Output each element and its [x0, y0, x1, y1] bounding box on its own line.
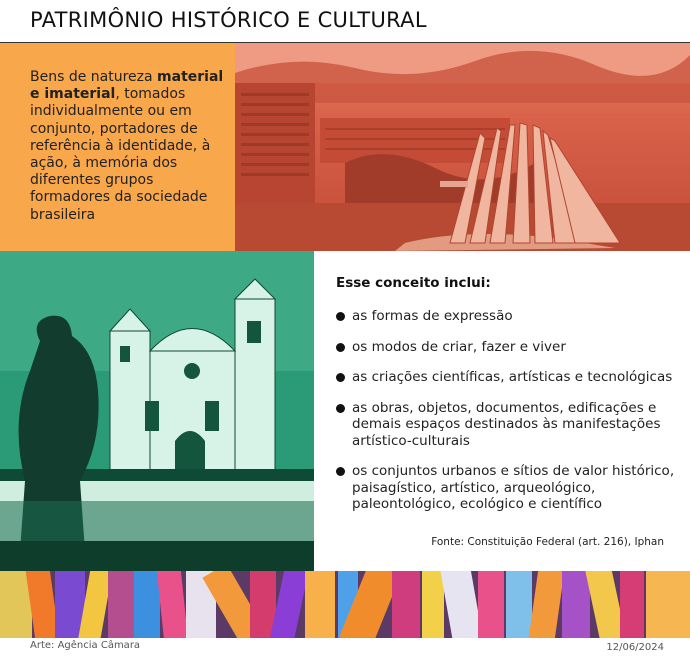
baroque-church-photo	[0, 251, 314, 571]
intro-text-end: , tomados individualmente ou em conjunto, portadores de referência à identidade, à ação, à memória dos diferentes grupos formadores da sociedade brasileira	[30, 86, 211, 223]
list-item-text: os conjuntos urbanos e sítios de valor histórico, paisagístico, artístico, arqueológico, paleontológico, ecológico e científico	[352, 463, 675, 512]
intro-text-start: Bens de natureza	[30, 69, 158, 85]
church-image	[0, 251, 314, 571]
list-item	[336, 369, 681, 386]
source-note: Fonte: Constituição Federal (art. 216), Iphan	[431, 536, 664, 548]
credit-text: Arte: Agência Câmara	[30, 640, 141, 651]
intro-box	[0, 43, 235, 251]
list-item	[336, 463, 681, 513]
list-item-text: os modos de criar, fazer e viver	[352, 338, 566, 355]
list-item-text: as criações científicas, artísticas e tecnológicas	[352, 369, 673, 385]
list-item-text: as obras, objetos, documentos, edificações e demais espaços destinados às manifestações artístico-culturais	[352, 399, 661, 449]
bullet-icon	[336, 373, 345, 382]
concept-panel	[314, 251, 690, 571]
list-item	[336, 308, 681, 325]
list-item	[336, 400, 681, 450]
bullet-icon	[336, 343, 345, 352]
list-item	[336, 339, 681, 356]
page-title: PATRIMÔNIO HISTÓRICO E CULTURAL	[30, 8, 427, 32]
intro-text-bold: material e imaterial	[30, 69, 224, 103]
ribbons-photo	[0, 571, 690, 638]
cathedral-image	[235, 43, 690, 251]
ribbons-image	[0, 571, 690, 638]
concept-heading: Esse conceito inclui:	[336, 275, 491, 291]
list-item-text: as formas de expressão	[352, 308, 513, 324]
bullet-icon	[336, 404, 345, 413]
brasilia-cathedral-photo	[235, 43, 690, 251]
bullet-icon	[336, 312, 345, 321]
date-text: 12/06/2024	[606, 642, 664, 653]
intro-text	[30, 69, 225, 224]
concept-list	[336, 308, 681, 527]
bullet-icon	[336, 467, 345, 476]
